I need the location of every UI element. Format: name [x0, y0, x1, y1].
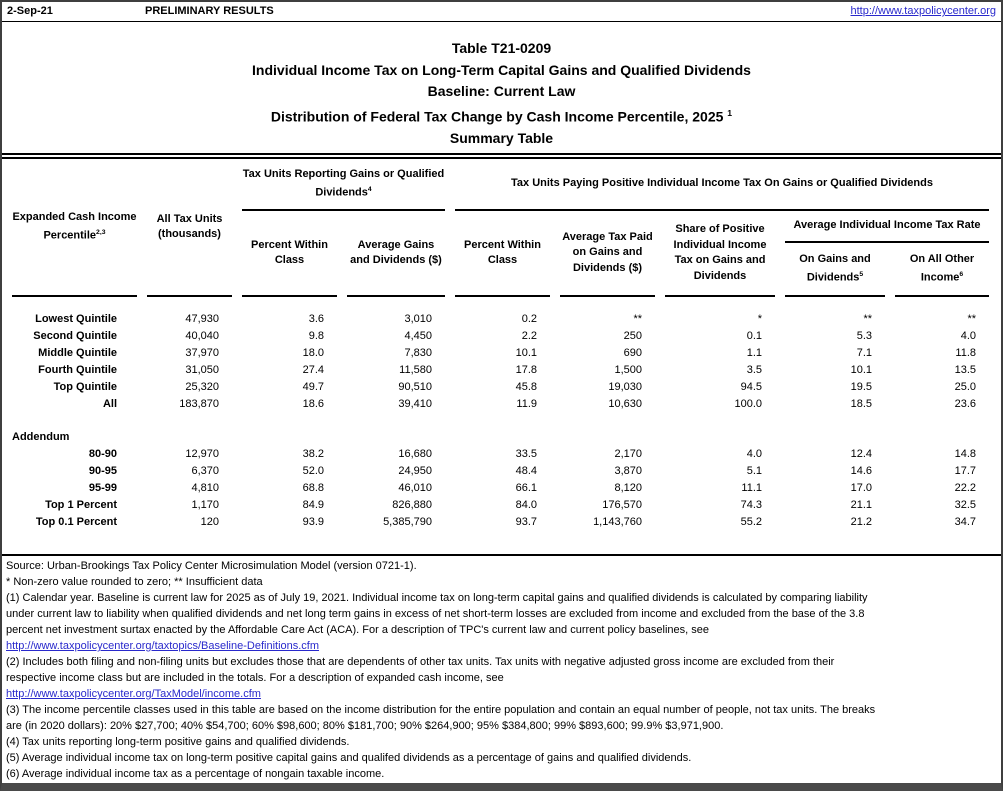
addendum-label: Addendum	[12, 431, 70, 443]
footnote-line: (2) Includes both filing and non-filing units but excludes those that are dependents of other tax units. Tax units with negative adjusted gross income are excluded from their	[6, 656, 835, 668]
cell-value: 176,570	[602, 499, 642, 511]
cell-value: 690	[623, 347, 642, 359]
title-footnote-sup: 1	[727, 107, 733, 118]
row-label: All	[102, 398, 117, 410]
cell-value: 18.5	[850, 398, 872, 410]
footnote-line: respective income class but are included in the totals. For a description of expanded cash income, see	[6, 672, 504, 684]
cell-value: 250	[623, 330, 642, 342]
cell-value: 22.2	[954, 482, 977, 494]
table-number-title: Table T21-0209	[451, 40, 552, 56]
col-header-average-tax-paid: Average Tax Paid on Gains and Dividends ($)	[560, 211, 655, 297]
cell-value: 17.8	[515, 364, 537, 376]
cell-value: 84.9	[302, 499, 324, 511]
cell-value: 25,320	[185, 381, 219, 393]
table-row	[12, 379, 989, 396]
col-header-share-of-positive-tax: Share of Positive Individual Income Tax on Gains and Dividends	[665, 211, 775, 297]
distribution-title: Distribution of Federal Tax Change by Cash Income Percentile, 2025 $^1$	[270, 107, 733, 125]
cell-value: 39,410	[398, 398, 432, 410]
cell-value: 52.0	[302, 465, 324, 477]
table-body	[12, 297, 989, 531]
cell-value: 16,680	[398, 448, 432, 460]
cell-value: 18.0	[302, 347, 324, 359]
cell-value: 74.3	[740, 499, 762, 511]
cell-value: 0.1	[746, 330, 762, 342]
cell-value: 6,370	[191, 465, 219, 477]
table-row	[12, 497, 989, 514]
table-row	[12, 328, 989, 345]
summary-table	[2, 159, 999, 531]
cell-value: 8,120	[614, 482, 642, 494]
table-subject-title: Individual Income Tax on Long-Term Capital Gains and Qualified Dividends	[252, 61, 751, 78]
col-header-percent-within-class-paying: Percent Within Class	[455, 211, 550, 297]
cell-value: 25.0	[954, 381, 977, 393]
group-header-paying-positive-tax: Tax Units Paying Positive Individual Income Tax On Gains or Qualified Dividends	[455, 159, 989, 211]
cell-value: 12,970	[185, 448, 219, 460]
cell-value: 13.5	[954, 364, 977, 376]
cell-value: 4,810	[191, 482, 219, 494]
cell-value: 1,500	[614, 364, 642, 376]
cell-value: 31,050	[185, 364, 219, 376]
cell-value: **	[967, 313, 977, 325]
cell-value: 9.8	[308, 330, 324, 342]
col-header-all-tax-units: All Tax Units (thousands)	[147, 159, 232, 297]
table-row	[12, 396, 989, 413]
cell-value: 10,630	[608, 398, 642, 410]
cell-value: 2.2	[521, 330, 537, 342]
cell-value: 19,030	[608, 381, 642, 393]
spacer-row	[12, 297, 989, 311]
cell-value: 11.1	[741, 482, 762, 494]
footnote-link[interactable]: http://www.taxpolicycenter.org/taxtopics/Baseline-Definitions.cfm	[6, 640, 320, 652]
row-label: 95-99	[88, 482, 117, 494]
footnote-line: (6) Average individual income tax as a percentage of nongain taxable income.	[6, 768, 385, 780]
cell-value: 14.8	[954, 448, 977, 460]
footnote-line: percent net investment surtax enacted by the Affordable Care Act (ACA). For a description of TPC's current law and current policy baselines, see	[6, 624, 709, 636]
row-label: 80-90	[88, 448, 117, 460]
cell-value: 21.1	[850, 499, 872, 511]
footnotes	[2, 554, 1001, 782]
cell-value: 100.0	[734, 398, 762, 410]
preliminary-results-label: PRELIMINARY RESULTS	[145, 5, 274, 17]
cell-value: 94.5	[740, 381, 762, 393]
addendum-row	[12, 429, 989, 446]
cell-value: **	[863, 313, 872, 325]
footnote-line: (3) The income percentile classes used in this table are based on the income distribution for the entire population and contain an equal number of people, not tax units. The breaks	[6, 704, 876, 716]
cell-value: 11.8	[955, 347, 977, 359]
group-header-reporting-gains: Tax Units Reporting Gains or Qualified Dividends$^4$	[242, 159, 445, 211]
cell-value: 11,580	[399, 364, 432, 376]
cell-value: 1,170	[191, 499, 219, 511]
group-header-average-tax-rate: Average Individual Income Tax Rate	[785, 211, 989, 243]
cell-value: 68.8	[302, 482, 324, 494]
row-label: Top Quintile	[53, 381, 117, 393]
cell-value: 3,870	[614, 465, 642, 477]
cell-value: 18.6	[302, 398, 324, 410]
cell-value: 4.0	[960, 330, 977, 342]
col-header-on-gains-and-dividends: On Gains and Dividends$^5$	[785, 243, 885, 297]
cell-value: 2,170	[614, 448, 642, 460]
cell-value: 10.1	[515, 347, 537, 359]
table-row	[12, 345, 989, 362]
row-label: Lowest Quintile	[35, 313, 117, 325]
row-label: Top 1 Percent	[45, 499, 117, 511]
cell-value: 34.7	[954, 516, 977, 528]
cell-value: 10.1	[850, 364, 872, 376]
cell-value: 7,830	[404, 347, 432, 359]
footnote-line: (5) Average individual income tax on long-term positive capital gains and qualifed dividends as a percentage of gains and qualified dividends.	[6, 752, 692, 764]
cell-value: 24,950	[398, 465, 432, 477]
cell-value: 5.3	[856, 330, 872, 342]
cell-value: 49.7	[302, 381, 324, 393]
cell-value: 40,040	[185, 330, 219, 342]
cell-value: 5,385,790	[383, 516, 432, 528]
cell-value: 826,880	[392, 499, 432, 511]
table-row	[12, 311, 989, 328]
cell-value: 19.5	[850, 381, 872, 393]
col-header-on-all-other-income: On All Other Income$^6$	[895, 243, 989, 297]
cell-value: 27.4	[302, 364, 324, 376]
row-label: 90-95	[88, 465, 117, 477]
cell-value: 93.9	[302, 516, 324, 528]
cell-value: 33.5	[515, 448, 537, 460]
spacer-row	[12, 413, 989, 429]
date-label: 2-Sep-21	[7, 5, 53, 17]
cell-value: 48.4	[515, 465, 537, 477]
footnote-line: (1) Calendar year. Baseline is current law for 2025 as of July 19, 2021. Individual income tax on long-term capital gains and qualified dividends is calculated by comparing liability	[6, 592, 868, 604]
footnote-line: (4) Tax units reporting long-term positive gains and qualified dividends.	[6, 736, 350, 748]
cell-value: 84.0	[515, 499, 537, 511]
cell-value: **	[633, 313, 642, 325]
footnote-line: * Non-zero value rounded to zero; ** Insufficient data	[6, 576, 263, 588]
footnote-line: Source: Urban-Brookings Tax Policy Center Microsimulation Model (version 0721-1).	[6, 560, 417, 572]
cell-value: 0.2	[521, 313, 537, 325]
cell-value: 38.2	[302, 448, 324, 460]
cell-value: 17.0	[850, 482, 872, 494]
baseline-title: Baseline: Current Law	[427, 83, 576, 99]
row-label: Top 0.1 Percent	[35, 516, 117, 528]
footnote-line: are (in 2020 dollars): 20% $27,700; 40% $54,700; 60% $98,600; 80% $181,700; 90% $264,900; 95% $384,800; 99% $893,600; 99.9% $3,971,900.	[6, 720, 724, 732]
cell-value: 37,970	[185, 347, 219, 359]
table-row	[12, 362, 989, 379]
cell-value: 7.1	[856, 347, 872, 359]
cell-value: *	[757, 313, 762, 325]
col-header-average-gains-dividends: Average Gains and Dividends ($)	[347, 211, 445, 297]
table-row	[12, 514, 989, 531]
cell-value: 4,450	[404, 330, 432, 342]
cell-value: 12.4	[850, 448, 872, 460]
footnote-line: under current law to liability when qualified dividends and net long term gains in excess of net short-term losses are excluded from income and excluded from the base of the 3.8	[6, 608, 865, 620]
row-label: Middle Quintile	[38, 347, 117, 359]
table-row	[12, 446, 989, 463]
cell-value: 1.1	[746, 347, 762, 359]
cell-value: 1,143,760	[593, 516, 642, 528]
cell-value: 46,010	[398, 482, 432, 494]
table-row	[12, 463, 989, 480]
cell-value: 120	[200, 516, 219, 528]
cell-value: 47,930	[185, 313, 219, 325]
cell-value: 66.1	[515, 482, 537, 494]
cell-value: 21.2	[850, 516, 872, 528]
cell-value: 93.7	[515, 516, 537, 528]
row-label: Second Quintile	[33, 330, 117, 342]
table-area	[2, 159, 1001, 554]
taxpolicycenter-link[interactable]: http://www.taxpolicycenter.org	[850, 5, 996, 17]
cell-value: 3,010	[404, 313, 432, 325]
cell-value: 14.6	[850, 465, 872, 477]
top-strip	[2, 2, 1001, 22]
cell-value: 183,870	[179, 398, 219, 410]
cell-value: 90,510	[398, 381, 432, 393]
table-row	[12, 480, 989, 497]
title-block	[2, 22, 1001, 153]
col-header-percent-within-class-reporting: Percent Within Class	[242, 211, 337, 297]
cell-value: 17.7	[954, 465, 977, 477]
cell-value: 55.2	[740, 516, 762, 528]
cell-value: 23.6	[954, 398, 977, 410]
cell-value: 32.5	[954, 499, 977, 511]
cell-value: 11.9	[516, 398, 537, 410]
cell-value: 45.8	[515, 381, 537, 393]
summary-table-title: Summary Table	[449, 129, 554, 146]
cell-value: 3.5	[746, 364, 762, 376]
cell-value: 5.1	[746, 465, 762, 477]
cell-value: 3.6	[308, 313, 324, 325]
cell-value: 4.0	[746, 448, 762, 460]
footnote-link[interactable]: http://www.taxpolicycenter.org/TaxModel/income.cfm	[6, 688, 261, 700]
col-header-expanded-cash-income-percentile: Expanded Cash Income Percentile$^{2,3}$	[12, 159, 137, 297]
row-label: Fourth Quintile	[38, 364, 117, 376]
